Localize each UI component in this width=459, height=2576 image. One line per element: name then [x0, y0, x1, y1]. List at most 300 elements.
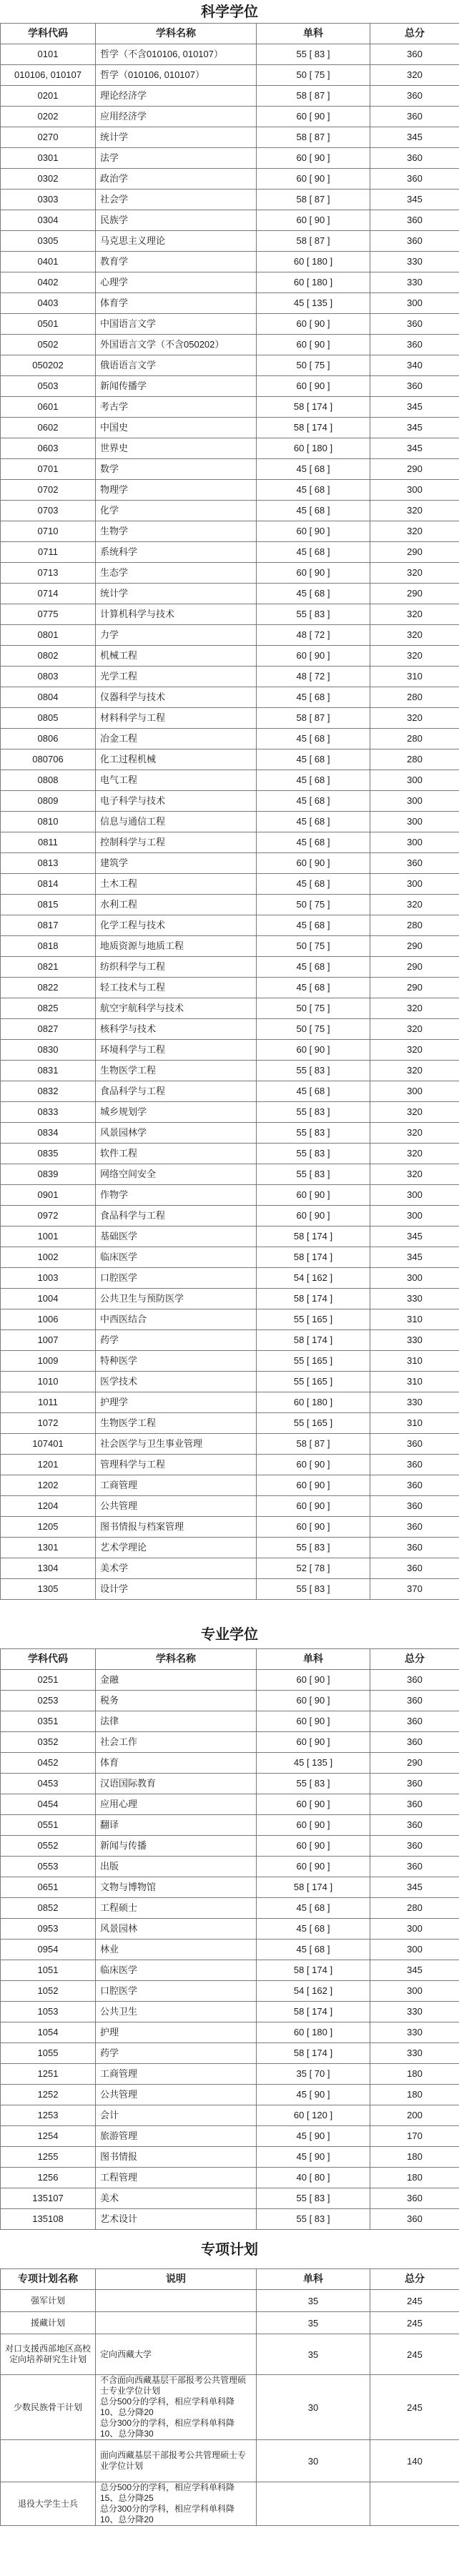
cell-total-score: 290 — [370, 957, 459, 978]
cell-code: 0552 — [1, 1836, 96, 1857]
cell-total-score: 360 — [370, 1794, 459, 1815]
cell-code: 0825 — [1, 998, 96, 1019]
cell-code: 0805 — [1, 708, 96, 729]
table-row — [1, 2043, 459, 2064]
cell-total-score: 320 — [370, 1040, 459, 1061]
table-row — [1, 1206, 459, 1226]
cell-total-score: 360 — [370, 210, 459, 231]
cell-code: 080706 — [1, 749, 96, 770]
cell-single-score: 58 [ 87 ] — [257, 1434, 370, 1455]
cell-total-score: 200 — [370, 2105, 459, 2126]
cell-total-score: 300 — [370, 791, 459, 812]
cell-single-score: 45 [ 68 ] — [257, 1940, 370, 1960]
cell-single-score: 45 [ 68 ] — [257, 459, 370, 480]
cell-total-score: 290 — [370, 584, 459, 604]
cell-name: 生物学 — [96, 521, 257, 542]
cell-single-score: 60 [ 90 ] — [257, 1185, 370, 1206]
cell-name: 材料科学与工程 — [96, 708, 257, 729]
table-row — [1, 210, 459, 231]
professional-degree-table — [0, 1648, 459, 2230]
cell-name: 社会工作 — [96, 1732, 257, 1753]
cell-description — [96, 2312, 257, 2334]
cell-name: 心理学 — [96, 272, 257, 293]
professional-degree-section — [0, 1620, 459, 2230]
table-row — [1, 853, 459, 874]
cell-total-score: 290 — [370, 1753, 459, 1774]
header-code: 学科代码 — [1, 1649, 96, 1670]
cell-name: 社会学 — [96, 190, 257, 210]
cell-total-score: 345 — [370, 1226, 459, 1247]
table-row — [1, 2440, 459, 2482]
section-spacer — [0, 1600, 459, 1620]
cell-code: 0303 — [1, 190, 96, 210]
cell-code: 1011 — [1, 1392, 96, 1413]
cell-total-score: 245 — [370, 2334, 459, 2375]
cell-total-score: 345 — [370, 190, 459, 210]
cell-name: 仪器科学与技术 — [96, 687, 257, 708]
cell-single-score: 55 [ 165 ] — [257, 1372, 370, 1392]
cell-code: 0714 — [1, 584, 96, 604]
table-row — [1, 480, 459, 501]
cell-single-score: 60 [ 90 ] — [257, 169, 370, 190]
cell-single-score: 45 [ 68 ] — [257, 770, 370, 791]
table-row — [1, 1981, 459, 2002]
cell-name: 体育学 — [96, 293, 257, 314]
header-total: 总分 — [370, 2269, 459, 2290]
cell-code: 0352 — [1, 1732, 96, 1753]
table-row — [1, 1732, 459, 1753]
cell-code: 0831 — [1, 1061, 96, 1081]
cell-code: 1010 — [1, 1372, 96, 1392]
cell-plan-name: 少数民族骨干计划 — [1, 2375, 96, 2440]
table-row — [1, 1919, 459, 1940]
table-row — [1, 2002, 459, 2022]
cell-total-score: 360 — [370, 231, 459, 252]
cell-description: 定向西藏大学 — [96, 2334, 257, 2375]
cell-code: 0814 — [1, 874, 96, 895]
cell-name: 物理学 — [96, 480, 257, 501]
cell-single-score: 45 [ 90 ] — [257, 2147, 370, 2168]
header-description: 说明 — [96, 2269, 257, 2290]
cell-name: 生物医学工程 — [96, 1413, 257, 1434]
cell-code: 0809 — [1, 791, 96, 812]
cell-total-score: 360 — [370, 376, 459, 397]
cell-code: 0502 — [1, 335, 96, 355]
cell-total-score: 320 — [370, 1144, 459, 1164]
cell-single-score: 45 [ 135 ] — [257, 1753, 370, 1774]
cell-single-score: 30 — [257, 2375, 370, 2440]
cell-single-score: 45 [ 68 ] — [257, 1081, 370, 1102]
cell-total-score: 360 — [370, 86, 459, 107]
cell-name: 系统科学 — [96, 542, 257, 563]
cell-single-score: 45 [ 90 ] — [257, 2126, 370, 2147]
cell-single-score: 58 [ 174 ] — [257, 1960, 370, 1981]
cell-single-score: 50 [ 75 ] — [257, 936, 370, 957]
cell-code: 1301 — [1, 1538, 96, 1558]
cell-single-score: 60 [ 180 ] — [257, 252, 370, 272]
cell-total-score: 360 — [370, 1836, 459, 1857]
table-row — [1, 1940, 459, 1960]
cell-single-score: 58 [ 87 ] — [257, 190, 370, 210]
cell-name: 旅游管理 — [96, 2126, 257, 2147]
cell-name: 计算机科学与技术 — [96, 604, 257, 625]
cell-code: 1001 — [1, 1226, 96, 1247]
cell-single-score: 45 [ 68 ] — [257, 584, 370, 604]
cell-total-score: 170 — [370, 2126, 459, 2147]
table-row — [1, 646, 459, 667]
table-row — [1, 812, 459, 832]
cell-single-score: 60 [ 120 ] — [257, 2105, 370, 2126]
table-row — [1, 1330, 459, 1351]
cell-single-score: 60 [ 90 ] — [257, 1732, 370, 1753]
table-row — [1, 563, 459, 584]
cell-code: 1003 — [1, 1268, 96, 1289]
cell-code: 0833 — [1, 1102, 96, 1123]
cell-total-score: 360 — [370, 1691, 459, 1711]
table-row — [1, 501, 459, 521]
cell-name: 工程管理 — [96, 2168, 257, 2188]
science-degree-title: 科学学位 — [201, 3, 258, 20]
cell-name: 冶金工程 — [96, 729, 257, 749]
cell-total-score: 180 — [370, 2064, 459, 2085]
cell-total-score: 360 — [370, 314, 459, 335]
table-row — [1, 749, 459, 770]
cell-total-score: 360 — [370, 1434, 459, 1455]
cell-code: 1202 — [1, 1475, 96, 1496]
cell-single-score: 35 — [257, 2290, 370, 2312]
cell-total-score: 310 — [370, 1309, 459, 1330]
cell-name: 口腔医学 — [96, 1268, 257, 1289]
cell-name: 公共管理 — [96, 1496, 257, 1517]
cell-name: 生物医学工程 — [96, 1061, 257, 1081]
table-row — [1, 2022, 459, 2043]
cell-single-score: 35 — [257, 2312, 370, 2334]
cell-name: 力学 — [96, 625, 257, 646]
cell-single-score: 60 [ 90 ] — [257, 1794, 370, 1815]
cell-total-score: 330 — [370, 252, 459, 272]
cell-total-score: 320 — [370, 1019, 459, 1040]
cell-single-score: 55 [ 83 ] — [257, 604, 370, 625]
cell-name: 中国史 — [96, 418, 257, 438]
cell-total-score: 360 — [370, 2209, 459, 2230]
cell-code: 0810 — [1, 812, 96, 832]
science-table-body — [1, 44, 459, 1600]
cell-total-score: 320 — [370, 1123, 459, 1144]
table-row — [1, 936, 459, 957]
cell-code: 135107 — [1, 2188, 96, 2209]
cell-code: 0711 — [1, 542, 96, 563]
table-row — [1, 542, 459, 563]
cell-single-score: 45 [ 68 ] — [257, 501, 370, 521]
table-row — [1, 231, 459, 252]
table-row — [1, 791, 459, 812]
cell-code: 0553 — [1, 1857, 96, 1877]
table-header-row — [1, 2269, 459, 2290]
table-row — [1, 1877, 459, 1898]
cell-code: 1304 — [1, 1558, 96, 1579]
cell-code: 0403 — [1, 293, 96, 314]
cell-single-score: 55 [ 83 ] — [257, 1144, 370, 1164]
cell-single-score: 60 [ 90 ] — [257, 1040, 370, 1061]
cell-name: 美术 — [96, 2188, 257, 2209]
cell-code: 1251 — [1, 2064, 96, 2085]
special-plan-title: 专项计划 — [201, 2241, 258, 2258]
cell-single-score: 60 [ 90 ] — [257, 107, 370, 127]
cell-single-score: 45 [ 68 ] — [257, 874, 370, 895]
cell-single-score: 45 [ 68 ] — [257, 480, 370, 501]
cell-total-score: 245 — [370, 2312, 459, 2334]
cell-code: 1002 — [1, 1247, 96, 1268]
table-row — [1, 1711, 459, 1732]
cell-total-score: 290 — [370, 978, 459, 998]
cell-name: 机械工程 — [96, 646, 257, 667]
cell-description — [96, 2290, 257, 2312]
table-row — [1, 2482, 459, 2526]
cell-code: 0953 — [1, 1919, 96, 1940]
cell-code: 0253 — [1, 1691, 96, 1711]
cell-single-score: 58 [ 174 ] — [257, 2002, 370, 2022]
cell-name: 统计学 — [96, 584, 257, 604]
cell-total-score: 320 — [370, 501, 459, 521]
cell-name: 中国语言文学 — [96, 314, 257, 335]
cell-code: 1006 — [1, 1309, 96, 1330]
cell-single-score: 60 [ 90 ] — [257, 1496, 370, 1517]
cell-name: 化学工程与技术 — [96, 915, 257, 936]
table-row — [1, 1960, 459, 1981]
cell-single-score: 58 [ 174 ] — [257, 1877, 370, 1898]
cell-code: 0601 — [1, 397, 96, 418]
cell-name: 世界史 — [96, 438, 257, 459]
cell-total-score: 360 — [370, 1732, 459, 1753]
table-row — [1, 1753, 459, 1774]
cell-single-score: 55 [ 165 ] — [257, 1309, 370, 1330]
cell-name: 电子科学与技术 — [96, 791, 257, 812]
cell-code: 1007 — [1, 1330, 96, 1351]
cell-name: 工程硕士 — [96, 1898, 257, 1919]
cell-total-score: 180 — [370, 2085, 459, 2105]
cell-code: 0835 — [1, 1144, 96, 1164]
cell-total-score: 330 — [370, 2043, 459, 2064]
cell-total-score: 345 — [370, 1877, 459, 1898]
table-row — [1, 895, 459, 915]
cell-code: 0702 — [1, 480, 96, 501]
table-row — [1, 1517, 459, 1538]
table-row — [1, 1164, 459, 1185]
cell-code: 0270 — [1, 127, 96, 148]
cell-name: 美术学 — [96, 1558, 257, 1579]
science-degree-table — [0, 23, 459, 1600]
cell-single-score: 60 [ 90 ] — [257, 1815, 370, 1836]
cell-single-score: 50 [ 75 ] — [257, 355, 370, 376]
cell-name: 基础医学 — [96, 1226, 257, 1247]
cell-code: 010106, 010107 — [1, 65, 96, 86]
cell-total-score: 330 — [370, 2022, 459, 2043]
table-row — [1, 459, 459, 480]
cell-name: 食品科学与工程 — [96, 1206, 257, 1226]
cell-name: 纺织科学与工程 — [96, 957, 257, 978]
cell-name: 环境科学与工程 — [96, 1040, 257, 1061]
table-row — [1, 355, 459, 376]
cell-total-score: 345 — [370, 1247, 459, 1268]
table-row — [1, 729, 459, 749]
cell-total-score: 360 — [370, 1774, 459, 1794]
cell-name: 软件工程 — [96, 1144, 257, 1164]
cell-code: 0818 — [1, 936, 96, 957]
cell-total-score: 300 — [370, 1081, 459, 1102]
cell-name: 控制科学与工程 — [96, 832, 257, 853]
cell-code: 0813 — [1, 853, 96, 874]
cell-code: 1004 — [1, 1289, 96, 1309]
cell-code: 0801 — [1, 625, 96, 646]
cell-name: 药学 — [96, 1330, 257, 1351]
table-row — [1, 1185, 459, 1206]
cell-single-score: 55 [ 83 ] — [257, 1774, 370, 1794]
cell-name: 外国语言文学（不含050202） — [96, 335, 257, 355]
cell-code: 0713 — [1, 563, 96, 584]
cell-total-score: 310 — [370, 1351, 459, 1372]
cell-code: 0651 — [1, 1877, 96, 1898]
table-row — [1, 957, 459, 978]
cell-code: 050202 — [1, 355, 96, 376]
cell-name: 公共卫生 — [96, 2002, 257, 2022]
cell-single-score: 45 [ 68 ] — [257, 687, 370, 708]
table-row — [1, 770, 459, 791]
cell-single-score: 50 [ 75 ] — [257, 1019, 370, 1040]
cell-single-score: 58 [ 174 ] — [257, 1226, 370, 1247]
cell-code: 0817 — [1, 915, 96, 936]
cell-total-score: 320 — [370, 521, 459, 542]
table-row — [1, 65, 459, 86]
table-row — [1, 832, 459, 853]
cell-code: 0202 — [1, 107, 96, 127]
table-row — [1, 314, 459, 335]
cell-total-score: 280 — [370, 915, 459, 936]
cell-single-score: 55 [ 83 ] — [257, 1538, 370, 1558]
professional-table-body — [1, 1670, 459, 2230]
cell-code: 0834 — [1, 1123, 96, 1144]
cell-total-score: 345 — [370, 438, 459, 459]
cell-single-score: 60 [ 90 ] — [257, 1455, 370, 1475]
table-row — [1, 1898, 459, 1919]
header-single: 单科 — [257, 2269, 370, 2290]
cell-name: 水利工程 — [96, 895, 257, 915]
cell-total-score: 300 — [370, 832, 459, 853]
cell-code: 1256 — [1, 2168, 96, 2188]
cell-name: 风景园林学 — [96, 1123, 257, 1144]
cell-single-score: 58 [ 87 ] — [257, 127, 370, 148]
cell-total-score: 360 — [370, 1517, 459, 1538]
cell-single-score: 60 [ 180 ] — [257, 438, 370, 459]
header-total: 总分 — [370, 24, 459, 44]
cell-name: 化学 — [96, 501, 257, 521]
cell-name: 应用心理 — [96, 1794, 257, 1815]
cell-code: 1055 — [1, 2043, 96, 2064]
cell-name: 文物与博物馆 — [96, 1877, 257, 1898]
table-row — [1, 687, 459, 708]
cell-name: 食品科学与工程 — [96, 1081, 257, 1102]
cell-name: 工商管理 — [96, 1475, 257, 1496]
cell-total-score: 330 — [370, 2002, 459, 2022]
table-row — [1, 272, 459, 293]
cell-single-score: 48 [ 72 ] — [257, 667, 370, 687]
cell-code: 0302 — [1, 169, 96, 190]
cell-name: 社会医学与卫生事业管理 — [96, 1434, 257, 1455]
table-row — [1, 1579, 459, 1600]
cell-name: 新闻传播学 — [96, 376, 257, 397]
cell-description: 不含面向西藏基层干部报考公共管理硕士专业学位计划 总分500分的学科，相应学科单科降10、总分降20 总分300分的学科，相应学科单科降10、总分降30 — [96, 2375, 257, 2440]
cell-name: 会计 — [96, 2105, 257, 2126]
cell-total-score: 180 — [370, 2168, 459, 2188]
cell-name: 生态学 — [96, 563, 257, 584]
header-name: 学科名称 — [96, 1649, 257, 1670]
table-row — [1, 1040, 459, 1061]
cell-name: 信息与通信工程 — [96, 812, 257, 832]
table-row — [1, 107, 459, 127]
cell-name: 马克思主义理论 — [96, 231, 257, 252]
header-single: 单科 — [257, 24, 370, 44]
cell-single-score: 50 [ 75 ] — [257, 65, 370, 86]
cell-single-score: 60 [ 90 ] — [257, 376, 370, 397]
cell-total-score: 360 — [370, 1455, 459, 1475]
cell-name: 医学技术 — [96, 1372, 257, 1392]
cell-total-score: 320 — [370, 646, 459, 667]
cell-single-score: 60 [ 90 ] — [257, 335, 370, 355]
cell-code: 1054 — [1, 2022, 96, 2043]
cell-code: 0701 — [1, 459, 96, 480]
cell-code: 0304 — [1, 210, 96, 231]
table-row — [1, 1836, 459, 1857]
table-row — [1, 1558, 459, 1579]
cell-single-score: 35 [ 70 ] — [257, 2064, 370, 2085]
cell-single-score: 45 [ 68 ] — [257, 1898, 370, 1919]
cell-total-score: 300 — [370, 874, 459, 895]
table-row — [1, 874, 459, 895]
cell-name: 作物学 — [96, 1185, 257, 1206]
cell-single-score: 45 [ 68 ] — [257, 729, 370, 749]
cell-code: 0301 — [1, 148, 96, 169]
cell-total-score: 360 — [370, 1558, 459, 1579]
cell-single-score: 55 [ 83 ] — [257, 1579, 370, 1600]
table-row — [1, 915, 459, 936]
cell-name: 特种医学 — [96, 1351, 257, 1372]
cell-total-score: 345 — [370, 418, 459, 438]
table-row — [1, 1857, 459, 1877]
cell-name: 核科学与技术 — [96, 1019, 257, 1040]
table-row — [1, 1670, 459, 1691]
table-row — [1, 2105, 459, 2126]
table-row — [1, 1102, 459, 1123]
cell-total-score: 360 — [370, 1857, 459, 1877]
cell-total-score: 345 — [370, 1960, 459, 1981]
cell-total-score: 345 — [370, 127, 459, 148]
cell-total-score: 340 — [370, 355, 459, 376]
cell-single-score: 60 [ 90 ] — [257, 314, 370, 335]
table-row — [1, 667, 459, 687]
cell-code: 1051 — [1, 1960, 96, 1981]
cell-single-score: 55 [ 165 ] — [257, 1413, 370, 1434]
table-row — [1, 625, 459, 646]
cell-name: 理论经济学 — [96, 86, 257, 107]
cell-total-score: 360 — [370, 1711, 459, 1732]
cell-name: 化工过程机械 — [96, 749, 257, 770]
cell-name: 管理科学与工程 — [96, 1455, 257, 1475]
cell-single-score: 58 [ 174 ] — [257, 1289, 370, 1309]
cell-code: 0806 — [1, 729, 96, 749]
cell-name: 艺术设计 — [96, 2209, 257, 2230]
cell-code: 0251 — [1, 1670, 96, 1691]
table-row — [1, 1774, 459, 1794]
cell-description: 面向西藏基层干部报考公共管理硕士专业学位计划 — [96, 2440, 257, 2482]
